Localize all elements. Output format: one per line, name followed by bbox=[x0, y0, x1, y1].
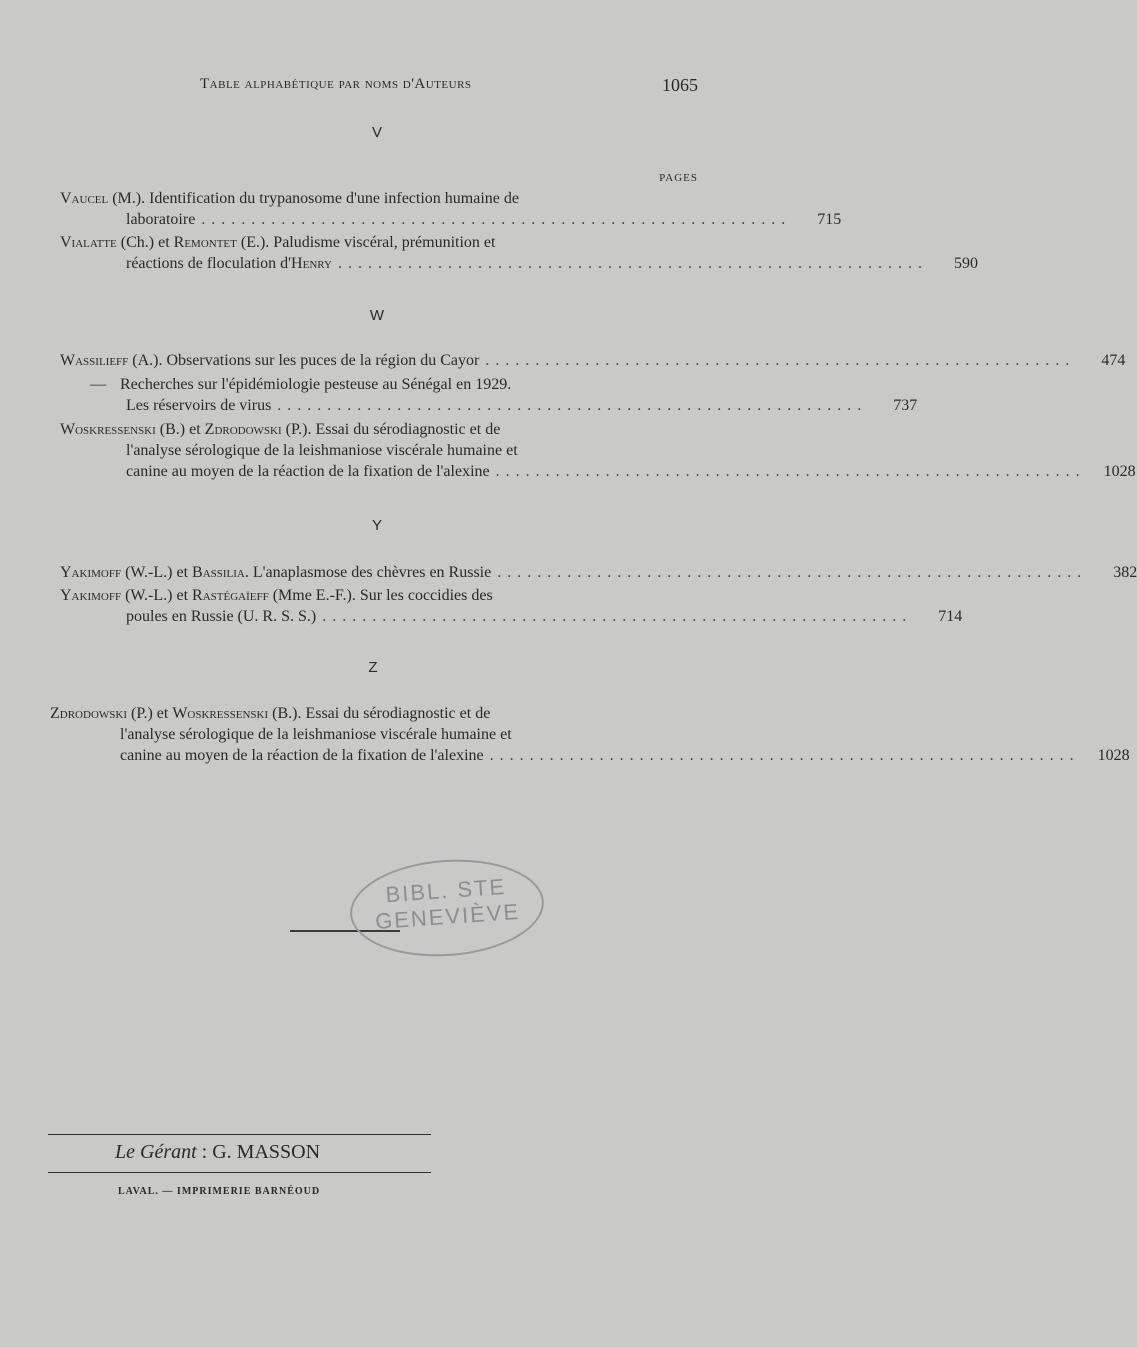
entry-text: réactions de floculation d' bbox=[126, 255, 292, 272]
printer-imprint: LAVAL. — IMPRIMERIE BARNÉOUD bbox=[118, 1186, 321, 1197]
section-letter-z: Z bbox=[368, 659, 378, 676]
dot-leader: ........................................................... bbox=[497, 564, 1088, 581]
author-name: Vaucel bbox=[60, 190, 109, 207]
dot-leader: ........................................................... bbox=[495, 463, 1086, 480]
entry-text: (P.). Essai du sérodiagnostic et de bbox=[285, 421, 501, 438]
section-letter-v: V bbox=[371, 124, 382, 141]
footer-rule-top bbox=[48, 1134, 431, 1135]
entry-text: poules en Russie (U. R. S. S.) bbox=[126, 608, 317, 625]
entry-text: (Mme E.-F.). Sur les coccidies des bbox=[272, 587, 493, 604]
dot-leader: ........................................................... bbox=[201, 211, 792, 228]
cited-author: Henry bbox=[291, 255, 332, 272]
entry-line bbox=[50, 745, 1130, 766]
entry-line bbox=[60, 253, 978, 274]
dot-leader: ........................................................... bbox=[489, 747, 1080, 764]
section-letter-y: Y bbox=[371, 517, 382, 534]
entry-line bbox=[60, 440, 700, 461]
author-name: Yakimoff bbox=[60, 587, 122, 604]
stamp-text: BIBL. STE bbox=[384, 873, 507, 908]
coauthor-name: Bassilia bbox=[192, 564, 245, 581]
dot-leader: ........................................................... bbox=[322, 608, 913, 625]
entry-text: (B.). Essai du sérodiagnostic et de bbox=[272, 705, 491, 722]
author-name: Woskressenski bbox=[60, 421, 156, 438]
entry-text: l'analyse sérologique de la leishmaniose viscérale humaine et bbox=[126, 442, 518, 459]
entry-text: laboratoire bbox=[126, 211, 196, 228]
entry-text: (Ch.) et bbox=[120, 234, 170, 251]
entry-text: (P.) et bbox=[131, 705, 169, 722]
entry-line bbox=[50, 724, 700, 745]
entry-line bbox=[60, 374, 700, 395]
index-entry bbox=[50, 703, 1130, 766]
coauthor-name: Zdrodowski bbox=[204, 421, 282, 438]
entry-text: l'analyse sérologique de la leishmaniose viscérale humaine et bbox=[120, 726, 512, 743]
author-name: Vialatte bbox=[60, 234, 117, 251]
dot-leader: ........................................................... bbox=[485, 352, 1076, 369]
author-name: Wassilieff bbox=[60, 352, 129, 369]
author-name: Zdrodowski bbox=[50, 705, 127, 722]
entry-text: (W.-L.) et bbox=[125, 564, 189, 581]
entry-line bbox=[60, 188, 700, 209]
index-entry bbox=[60, 585, 963, 627]
coauthor-name: Rastégaïeff bbox=[192, 587, 269, 604]
entry-line bbox=[60, 350, 1126, 371]
entry-line bbox=[60, 395, 918, 416]
footer-rule-bottom bbox=[48, 1172, 431, 1173]
index-entry bbox=[60, 419, 1136, 482]
entry-line bbox=[60, 232, 700, 253]
page-ref: 1028 bbox=[1097, 747, 1130, 764]
library-stamp bbox=[347, 853, 547, 962]
entry-line bbox=[60, 419, 700, 440]
pages-column-label: PAGES bbox=[659, 172, 698, 184]
page-ref: 1028 bbox=[1103, 463, 1136, 480]
ditto-dash: — bbox=[90, 376, 106, 393]
manager-name: G. MASSON bbox=[212, 1141, 321, 1163]
entry-text: canine au moyen de la réaction de la fixation de l'alexine bbox=[126, 463, 490, 480]
entry-text: (W.-L.) et bbox=[125, 587, 189, 604]
page-ref: 590 bbox=[953, 255, 978, 272]
page-ref: 715 bbox=[817, 211, 842, 228]
entry-text: (E.). Paludisme viscéral, prémunition et bbox=[240, 234, 496, 251]
page-ref: 714 bbox=[938, 608, 963, 625]
index-entry bbox=[60, 232, 978, 274]
index-entry bbox=[60, 562, 1137, 583]
page-ref: 474 bbox=[1101, 352, 1126, 369]
entry-line bbox=[50, 703, 700, 724]
stamp-text: GENEVIÈVE bbox=[374, 898, 521, 935]
entry-line bbox=[60, 562, 1137, 583]
page-ref: 737 bbox=[893, 397, 918, 414]
coauthor-name: Woskressenski bbox=[172, 705, 269, 722]
entry-line bbox=[60, 606, 963, 627]
page-ref: 382 bbox=[1113, 564, 1137, 581]
manager-label: Le Gérant bbox=[115, 1141, 197, 1163]
manager-sep: : bbox=[196, 1141, 213, 1163]
entry-line bbox=[60, 461, 1136, 482]
dot-leader: ........................................................... bbox=[337, 255, 928, 272]
running-title: Table alphabétique par noms d'Auteurs bbox=[200, 76, 472, 92]
author-name: Yakimoff bbox=[60, 564, 122, 581]
page-number: 1065 bbox=[662, 75, 698, 95]
entry-text: (A.). Observations sur les puces de la région du Cayor bbox=[132, 352, 480, 369]
section-letter-w: W bbox=[369, 307, 385, 324]
dot-leader: ........................................................... bbox=[277, 397, 868, 414]
entry-text: (M.). Identification du trypanosome d'une infection humaine de bbox=[112, 190, 519, 207]
entry-text: Les réservoirs de virus bbox=[126, 397, 272, 414]
entry-text: canine au moyen de la réaction de la fixation de l'alexine bbox=[120, 747, 484, 764]
entry-text: . L'anaplasmose des chèvres en Russie bbox=[244, 564, 492, 581]
entry-line bbox=[60, 585, 700, 606]
coauthor-name: Remontet bbox=[173, 234, 237, 251]
entry-text: Recherches sur l'épidémiologie pesteuse au Sénégal en 1929. bbox=[120, 376, 512, 393]
index-entry bbox=[60, 188, 842, 230]
index-entry bbox=[60, 374, 918, 416]
entry-text: (B.) et bbox=[159, 421, 201, 438]
entry-line bbox=[60, 209, 842, 230]
index-entry bbox=[60, 350, 1126, 371]
manager-line bbox=[115, 1141, 415, 1164]
